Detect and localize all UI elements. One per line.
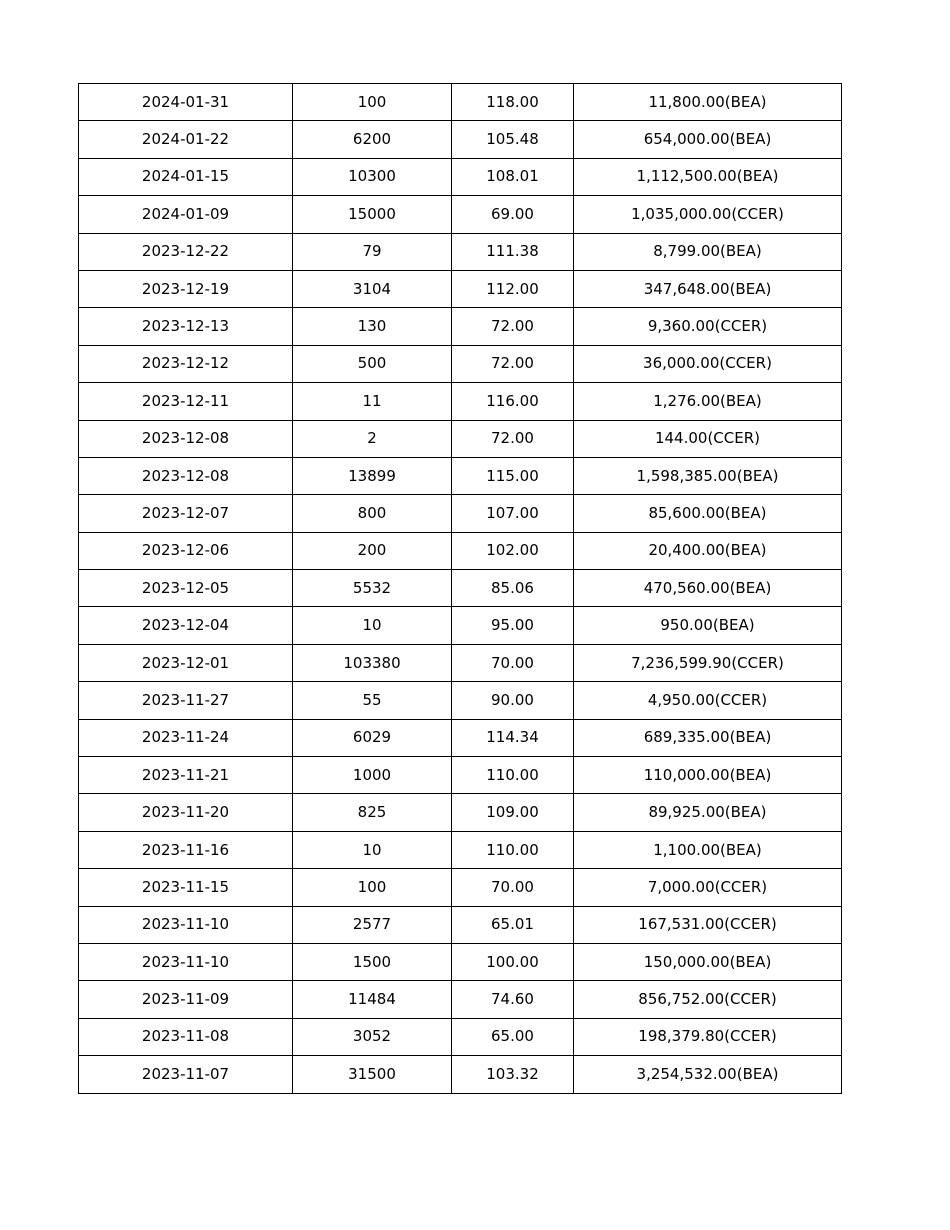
table-row	[79, 420, 842, 457]
amount-cell: 4,950.00(CCER)	[574, 682, 842, 719]
table-row	[79, 270, 842, 307]
quantity-cell: 100	[293, 84, 452, 121]
table-row	[79, 1056, 842, 1093]
date-cell: 2023-12-04	[79, 607, 293, 644]
quantity-cell: 15000	[293, 196, 452, 233]
table-row	[79, 869, 842, 906]
quantity-cell: 103380	[293, 644, 452, 681]
date-cell: 2023-12-11	[79, 383, 293, 420]
table-row	[79, 644, 842, 681]
price-cell: 110.00	[452, 831, 574, 868]
quantity-cell: 3052	[293, 1018, 452, 1055]
quantity-cell: 2577	[293, 906, 452, 943]
date-cell: 2023-12-08	[79, 420, 293, 457]
date-cell: 2023-11-20	[79, 794, 293, 831]
amount-cell: 470,560.00(BEA)	[574, 570, 842, 607]
date-cell: 2023-12-01	[79, 644, 293, 681]
quantity-cell: 55	[293, 682, 452, 719]
date-cell: 2023-12-07	[79, 495, 293, 532]
table-row	[79, 570, 842, 607]
date-cell: 2023-11-10	[79, 906, 293, 943]
table-row	[79, 84, 842, 121]
price-cell: 100.00	[452, 943, 574, 980]
price-cell: 72.00	[452, 345, 574, 382]
amount-cell: 1,035,000.00(CCER)	[574, 196, 842, 233]
table-row	[79, 158, 842, 195]
price-cell: 65.00	[452, 1018, 574, 1055]
date-cell: 2023-11-10	[79, 943, 293, 980]
amount-cell: 654,000.00(BEA)	[574, 121, 842, 158]
amount-cell: 689,335.00(BEA)	[574, 719, 842, 756]
quantity-cell: 31500	[293, 1056, 452, 1093]
quantity-cell: 500	[293, 345, 452, 382]
price-cell: 109.00	[452, 794, 574, 831]
price-cell: 72.00	[452, 308, 574, 345]
quantity-cell: 2	[293, 420, 452, 457]
table-row	[79, 345, 842, 382]
table-row	[79, 682, 842, 719]
quantity-cell: 825	[293, 794, 452, 831]
table-row	[79, 906, 842, 943]
amount-cell: 1,276.00(BEA)	[574, 383, 842, 420]
table-row	[79, 495, 842, 532]
price-cell: 118.00	[452, 84, 574, 121]
amount-cell: 198,379.80(CCER)	[574, 1018, 842, 1055]
amount-cell: 3,254,532.00(BEA)	[574, 1056, 842, 1093]
table-row	[79, 981, 842, 1018]
quantity-cell: 10	[293, 607, 452, 644]
quantity-cell: 79	[293, 233, 452, 270]
amount-cell: 1,598,385.00(BEA)	[574, 457, 842, 494]
table-row	[79, 943, 842, 980]
price-cell: 102.00	[452, 532, 574, 569]
table-row	[79, 233, 842, 270]
price-cell: 90.00	[452, 682, 574, 719]
price-cell: 105.48	[452, 121, 574, 158]
date-cell: 2023-11-27	[79, 682, 293, 719]
quantity-cell: 800	[293, 495, 452, 532]
date-cell: 2023-11-07	[79, 1056, 293, 1093]
price-cell: 115.00	[452, 457, 574, 494]
date-cell: 2024-01-15	[79, 158, 293, 195]
amount-cell: 144.00(CCER)	[574, 420, 842, 457]
table-row	[79, 794, 842, 831]
date-cell: 2024-01-09	[79, 196, 293, 233]
table-row	[79, 196, 842, 233]
quantity-cell: 13899	[293, 457, 452, 494]
table-row	[79, 383, 842, 420]
table-row	[79, 607, 842, 644]
price-cell: 110.00	[452, 757, 574, 794]
price-cell: 116.00	[452, 383, 574, 420]
date-cell: 2023-12-13	[79, 308, 293, 345]
date-cell: 2023-11-08	[79, 1018, 293, 1055]
date-cell: 2023-12-19	[79, 270, 293, 307]
table-row	[79, 121, 842, 158]
quantity-cell: 10	[293, 831, 452, 868]
amount-cell: 85,600.00(BEA)	[574, 495, 842, 532]
quantity-cell: 6029	[293, 719, 452, 756]
date-cell: 2023-11-16	[79, 831, 293, 868]
amount-cell: 856,752.00(CCER)	[574, 981, 842, 1018]
date-cell: 2023-12-12	[79, 345, 293, 382]
amount-cell: 9,360.00(CCER)	[574, 308, 842, 345]
date-cell: 2023-12-06	[79, 532, 293, 569]
date-cell: 2023-12-08	[79, 457, 293, 494]
date-cell: 2023-12-22	[79, 233, 293, 270]
quantity-cell: 1000	[293, 757, 452, 794]
quantity-cell: 200	[293, 532, 452, 569]
amount-cell: 150,000.00(BEA)	[574, 943, 842, 980]
quantity-cell: 11484	[293, 981, 452, 1018]
price-cell: 107.00	[452, 495, 574, 532]
table-row	[79, 719, 842, 756]
table-row	[79, 757, 842, 794]
table-row	[79, 1018, 842, 1055]
amount-cell: 11,800.00(BEA)	[574, 84, 842, 121]
quantity-cell: 3104	[293, 270, 452, 307]
date-cell: 2023-11-21	[79, 757, 293, 794]
quantity-cell: 130	[293, 308, 452, 345]
amount-cell: 1,112,500.00(BEA)	[574, 158, 842, 195]
amount-cell: 950.00(BEA)	[574, 607, 842, 644]
price-cell: 69.00	[452, 196, 574, 233]
price-cell: 111.38	[452, 233, 574, 270]
transactions-table	[78, 83, 842, 1094]
amount-cell: 7,236,599.90(CCER)	[574, 644, 842, 681]
table-row	[79, 457, 842, 494]
amount-cell: 89,925.00(BEA)	[574, 794, 842, 831]
amount-cell: 167,531.00(CCER)	[574, 906, 842, 943]
price-cell: 103.32	[452, 1056, 574, 1093]
quantity-cell: 10300	[293, 158, 452, 195]
amount-cell: 7,000.00(CCER)	[574, 869, 842, 906]
price-cell: 70.00	[452, 644, 574, 681]
date-cell: 2024-01-22	[79, 121, 293, 158]
price-cell: 65.01	[452, 906, 574, 943]
table-row	[79, 532, 842, 569]
quantity-cell: 5532	[293, 570, 452, 607]
amount-cell: 36,000.00(CCER)	[574, 345, 842, 382]
price-cell: 72.00	[452, 420, 574, 457]
table-row	[79, 831, 842, 868]
price-cell: 74.60	[452, 981, 574, 1018]
amount-cell: 110,000.00(BEA)	[574, 757, 842, 794]
price-cell: 70.00	[452, 869, 574, 906]
price-cell: 112.00	[452, 270, 574, 307]
amount-cell: 347,648.00(BEA)	[574, 270, 842, 307]
amount-cell: 8,799.00(BEA)	[574, 233, 842, 270]
price-cell: 114.34	[452, 719, 574, 756]
date-cell: 2024-01-31	[79, 84, 293, 121]
amount-cell: 1,100.00(BEA)	[574, 831, 842, 868]
quantity-cell: 1500	[293, 943, 452, 980]
quantity-cell: 11	[293, 383, 452, 420]
date-cell: 2023-11-09	[79, 981, 293, 1018]
price-cell: 108.01	[452, 158, 574, 195]
date-cell: 2023-11-15	[79, 869, 293, 906]
amount-cell: 20,400.00(BEA)	[574, 532, 842, 569]
date-cell: 2023-11-24	[79, 719, 293, 756]
table-row	[79, 308, 842, 345]
quantity-cell: 100	[293, 869, 452, 906]
date-cell: 2023-12-05	[79, 570, 293, 607]
price-cell: 95.00	[452, 607, 574, 644]
table-body	[79, 84, 842, 1094]
quantity-cell: 6200	[293, 121, 452, 158]
price-cell: 85.06	[452, 570, 574, 607]
